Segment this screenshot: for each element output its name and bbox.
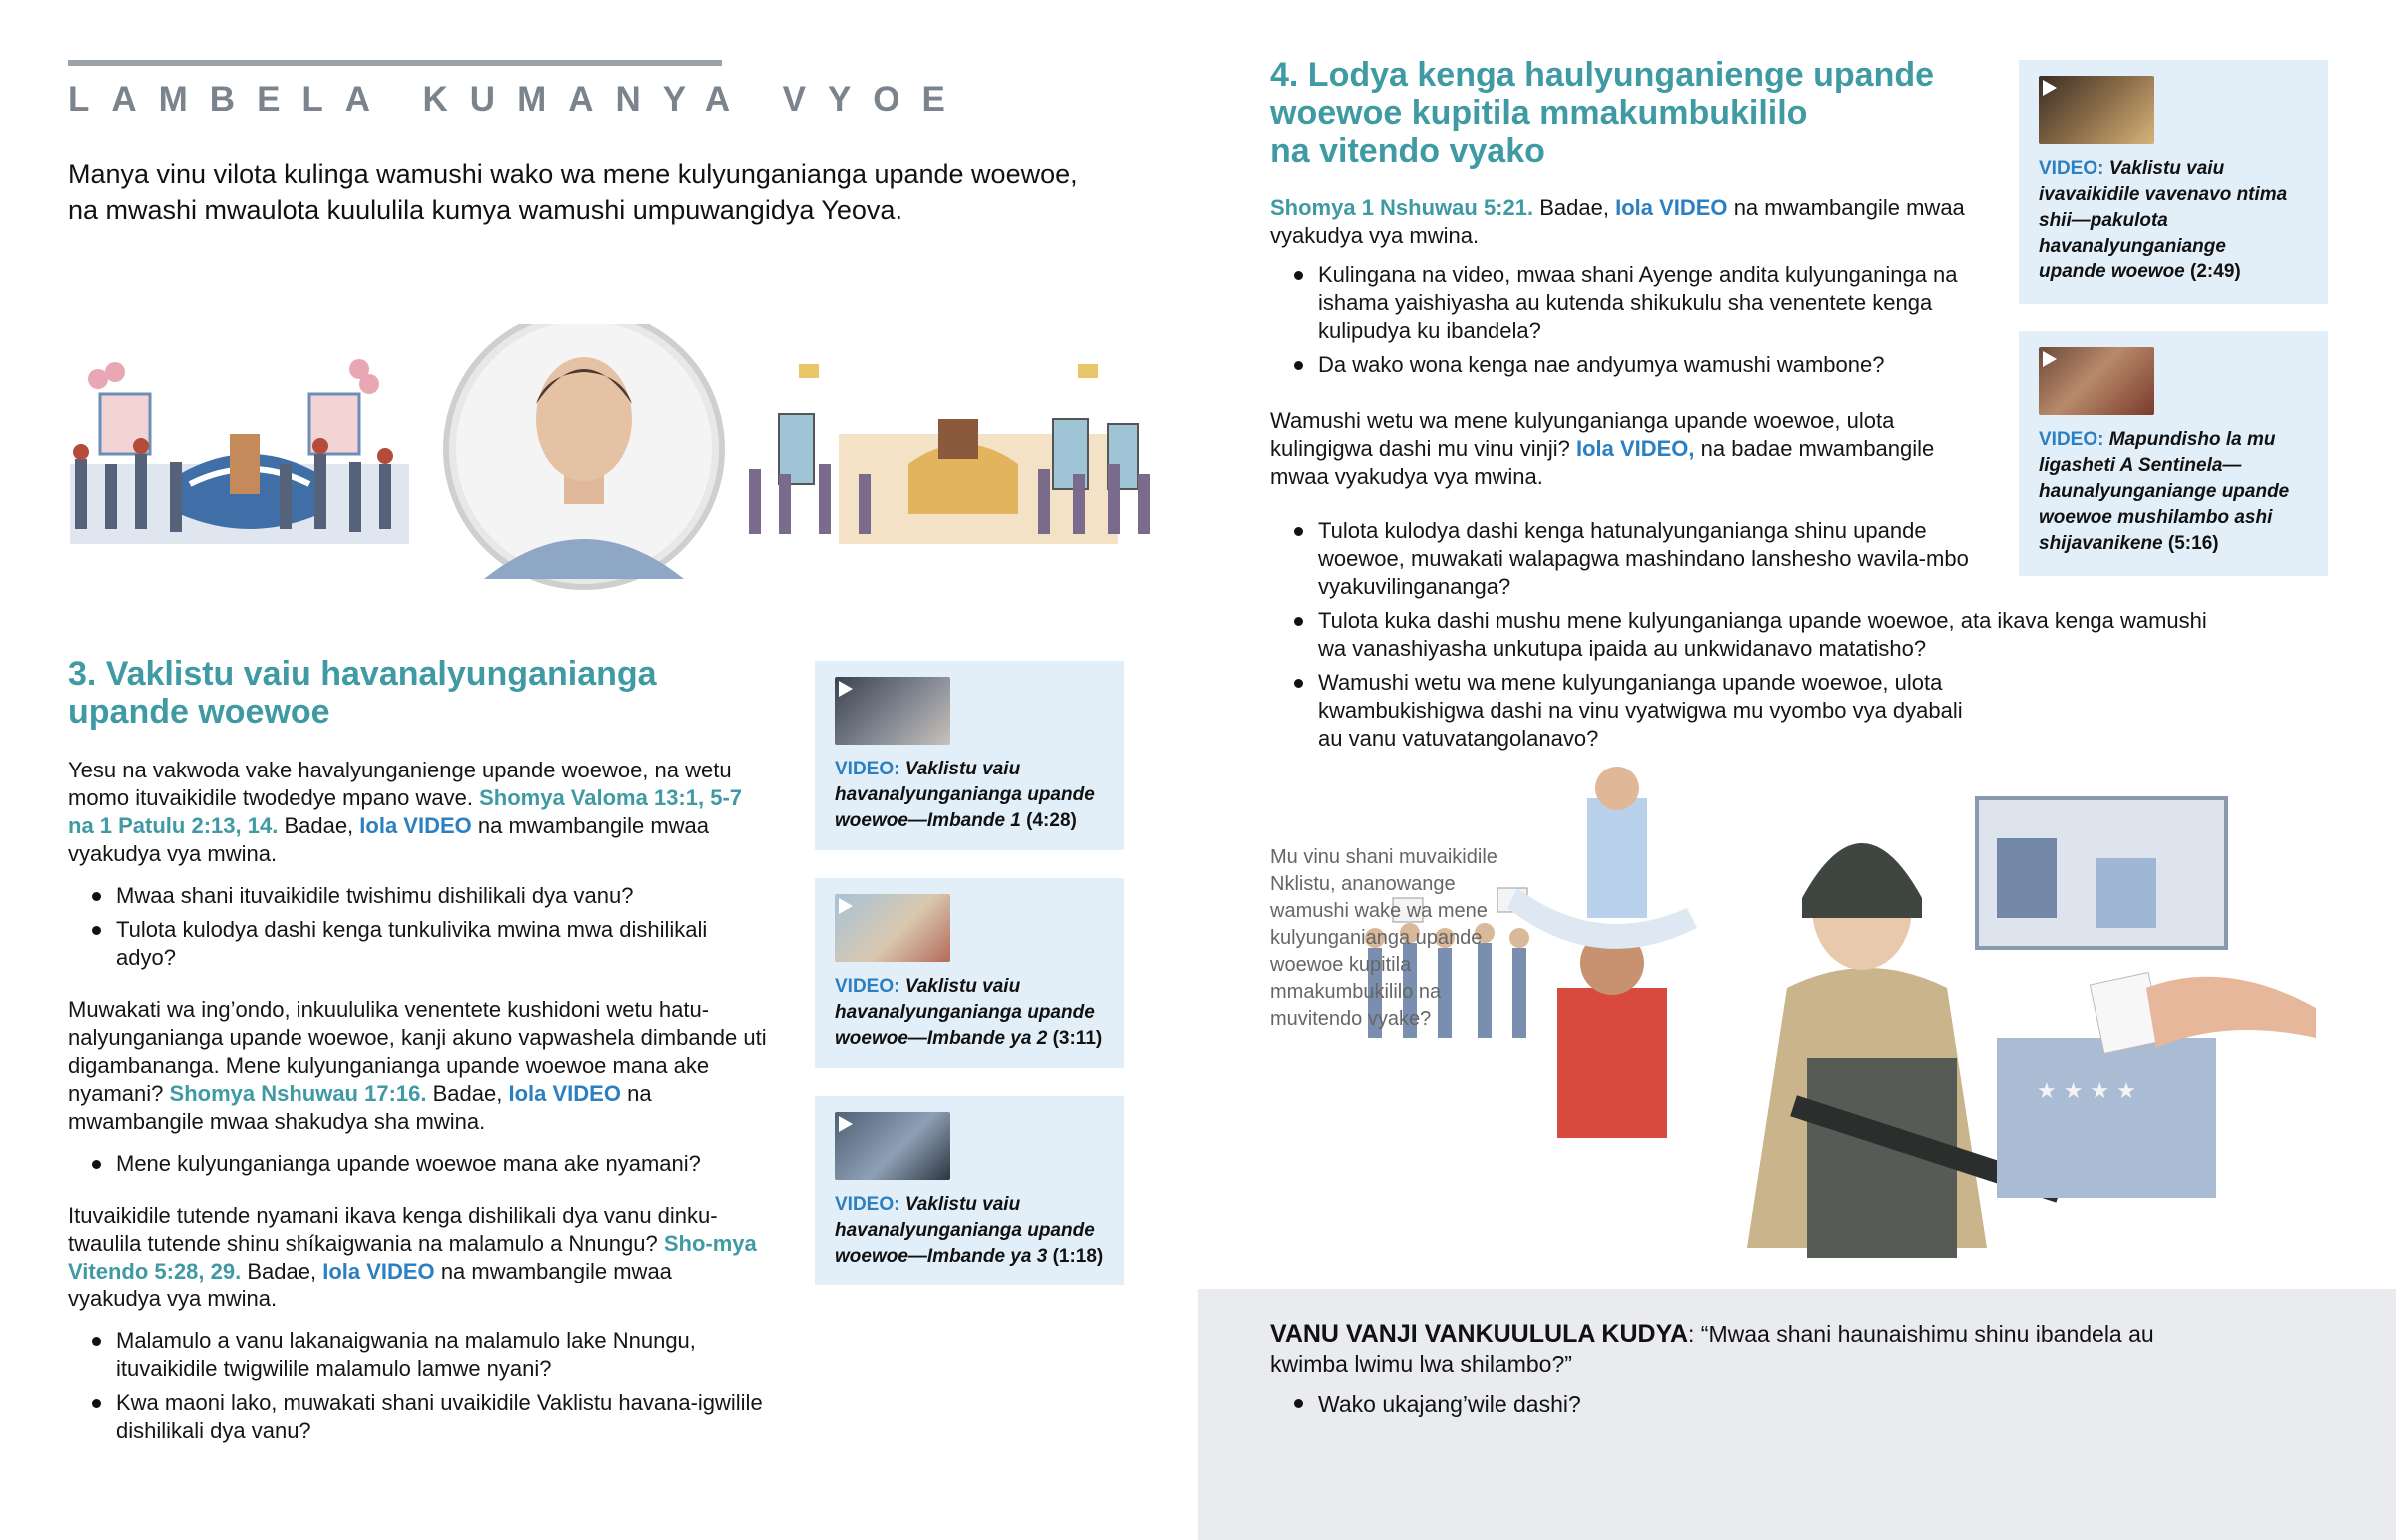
question-list bbox=[68, 882, 767, 972]
video-caption bbox=[2039, 427, 2308, 557]
paragraph-text: na badae mwambangile mwaa vyakudya vya mwina. bbox=[1270, 436, 1935, 489]
video-duration: (3:11) bbox=[1052, 1028, 1103, 1049]
section3-title bbox=[68, 655, 787, 731]
video-label: VIDEO: bbox=[835, 976, 900, 997]
question-item: Da wako wona kenga nae andyumya wamushi wambone? bbox=[1270, 351, 1989, 379]
discussion-item: Wako ukajang’wile dashi? bbox=[1270, 1389, 2168, 1419]
video-link[interactable]: Iola VIDEO bbox=[322, 1259, 435, 1283]
paragraph-text: Badae, bbox=[1539, 195, 1609, 220]
video-title: Vaklistu vaiu ivavaikidile vavenavo ntima shii—pakulota havanalyunganiange upande woewoe bbox=[2039, 158, 2288, 282]
video-link[interactable]: Iola VIDEO bbox=[1615, 195, 1728, 220]
video-title: Vaklistu vaiu havanalyunganianga upande woewoe—Imbande ya 3 bbox=[835, 1194, 1095, 1267]
paragraph-text: na mwambangile mwaa vyakudya vya mwina. bbox=[68, 1259, 672, 1311]
video-caption bbox=[2039, 156, 2298, 285]
quote-lead: VANU VANJI VANKUULULA KUDYA bbox=[1270, 1320, 1689, 1348]
question-item: Tulota kulodya dashi kenga hatunalyunganianga shinu upande woewoe, muwakati walapagwa mashindano lanshesho wavila-mbo vyakuvilingananga? bbox=[1270, 517, 1989, 601]
section3-paragraph-2 bbox=[68, 996, 767, 1136]
video-caption bbox=[835, 1192, 1114, 1270]
election-scene bbox=[1977, 798, 2316, 1198]
video-card[interactable] bbox=[815, 1096, 1124, 1285]
discussion-list bbox=[1270, 1389, 2168, 1419]
video-card[interactable] bbox=[815, 661, 1124, 850]
question-list bbox=[68, 1150, 767, 1178]
video-duration: (5:16) bbox=[2167, 533, 2219, 554]
video-card[interactable] bbox=[815, 878, 1124, 1068]
video-label: VIDEO: bbox=[835, 1194, 900, 1215]
video-link[interactable]: Iola VIDEO bbox=[359, 813, 472, 838]
left-rally-scene bbox=[70, 359, 409, 544]
play-icon bbox=[2043, 351, 2057, 367]
video-label: VIDEO: bbox=[2039, 158, 2104, 179]
illustration-caption: Mu vinu shani muvaikidile Nklistu, ananowange wamushi wake wa mene kulyunganianga upande woewoe kupitila mmakumbukililo na muvitendo vyake? bbox=[1270, 846, 1498, 1030]
scripture-link[interactable]: Shomya Nshuwau 17:16. bbox=[169, 1081, 427, 1106]
paragraph-text: Muwakati wa ing’ondo, inkuululika venentete kushidoni wetu hatu-nalyunganianga upande woewoe, kanji akuno vapwashela dimbande uti digambananga. Mene kulyunganianga upande woewoe mana ake nyamani? bbox=[68, 997, 767, 1106]
video-link[interactable]: Iola VIDEO, bbox=[1575, 436, 1695, 461]
play-icon bbox=[839, 1116, 853, 1132]
paragraph-text: na mwambangile mwaa vyakudya vya mwina. bbox=[1270, 195, 1965, 248]
question-item: Wamushi wetu wa mene kulyunganianga upande woewoe, ulota kwambukishigwa dashi na vinu vyatwigwa mu vyombo vya dyabali au vanu vatuvatangolanavo? bbox=[1270, 669, 1969, 753]
candidate-portrait bbox=[446, 324, 722, 587]
question-item: Mwaa shani ituvaikidile twishimu dishilikali dya vanu? bbox=[68, 882, 767, 910]
section3-paragraph-3 bbox=[68, 1202, 767, 1313]
video-thumbnail[interactable] bbox=[2039, 347, 2154, 415]
paragraph-text: Wamushi wetu wa mene kulyunganianga upande woewoe, ulota kulingigwa dashi mu vinu vinji? bbox=[1270, 408, 1895, 461]
section4-title-line3: na vitendo vyako bbox=[1270, 132, 1545, 170]
intro-text: Manya vinu vilota kulinga wamushi wako wa mene kulyunganianga upande woewoe, na mwashi mwaulota kuululila kumya wamushi umpuwangidya Yeova. bbox=[68, 159, 1078, 225]
video-title: Vaklistu vaiu havanalyunganianga upande woewoe—Imbande 1 bbox=[835, 759, 1095, 831]
video-label: VIDEO: bbox=[2039, 429, 2104, 450]
paragraph-text: Yesu na vakwoda vake havalyunganienge upande woewoe, na wetu momo ituvaikidile twodedye mpano wave. bbox=[68, 758, 732, 810]
scripture-link[interactable]: Shomya 1 Nshuwau 5:21. bbox=[1270, 195, 1534, 220]
video-card[interactable] bbox=[2019, 331, 2328, 576]
paragraph-text: na mwambangile mwaa shakudya sha mwina. bbox=[68, 1081, 652, 1134]
video-duration: (1:18) bbox=[1052, 1246, 1104, 1267]
discussion-quote bbox=[1270, 1319, 2168, 1419]
video-thumbnail[interactable] bbox=[835, 677, 950, 745]
rally-illustration bbox=[60, 324, 1158, 614]
play-icon bbox=[2043, 80, 2057, 96]
question-list bbox=[1270, 261, 1989, 379]
paragraph-text: Badae, bbox=[284, 813, 354, 838]
paragraph-text: Badae, bbox=[247, 1259, 317, 1283]
video-duration: (2:49) bbox=[2190, 261, 2241, 282]
question-item: Tulota kuka dashi mushu mene kulyunganianga upande woewoe, ata ikava kenga wamushi wa vanashiyasha unkutupa ipaida au unkwidanavo matatisho? bbox=[1270, 607, 2228, 663]
scripture-link[interactable]: Sho-mya Vitendo 5:28, 29. bbox=[68, 1231, 757, 1283]
video-thumbnail[interactable] bbox=[835, 894, 950, 962]
video-label: VIDEO: bbox=[835, 759, 900, 779]
section-rule bbox=[68, 60, 722, 66]
video-thumbnail[interactable] bbox=[2039, 76, 2154, 144]
paragraph-text: Ituvaikidile tutende nyamani ikava kenga dishilikali dya vanu dinku-twaulila tutende shinu shíkaigwania na malamulo a Nnungu? bbox=[68, 1203, 718, 1256]
section4-title-line2: woewoe kupitila mmakumbukililo bbox=[1270, 94, 1808, 132]
video-title: Vaklistu vaiu havanalyunganianga upande woewoe—Imbande ya 2 bbox=[835, 976, 1095, 1049]
paragraph-text: na mwambangile mwaa vyakudya vya mwina. bbox=[68, 813, 710, 866]
fan-figure bbox=[1507, 767, 1697, 1138]
video-caption bbox=[835, 757, 1114, 834]
section4-body bbox=[1270, 194, 1989, 491]
question-item: Kwa maoni lako, muwakati shani uvaikidile Vaklistu havana-igwilile dishilikali dya vanu? bbox=[68, 1389, 767, 1445]
right-rally-scene bbox=[749, 364, 1150, 544]
question-item: Tulota kulodya dashi kenga tunkulivika mwina mwa dishilikali adyo? bbox=[68, 916, 767, 972]
paragraph-text: Badae, bbox=[432, 1081, 503, 1106]
video-title: Mapundisho la mu ligasheti A Sentinela—haunalyunganiange upande woewoe mushilambo ashi shijavanikene bbox=[2039, 429, 2290, 554]
question-item: Kulingana na video, mwaa shani Ayenge andita kulyunganinga na ishama yaishiyasha au kutenda shikukulu sha venentete kenga kulipudya ku ibandela? bbox=[1270, 261, 1989, 345]
video-link[interactable]: Iola VIDEO bbox=[508, 1081, 621, 1106]
svg-text:★ ★ ★ ★: ★ ★ ★ ★ bbox=[2037, 1079, 2136, 1104]
question-item: Mene kulyunganianga upande woewoe mana ake nyamani? bbox=[68, 1150, 767, 1178]
section-title: LAMBELA KUMANYA VYOE bbox=[68, 80, 967, 119]
section4-title bbox=[1270, 56, 2029, 170]
section3-paragraph-1 bbox=[68, 757, 767, 868]
video-duration: (4:28) bbox=[1026, 810, 1077, 831]
section3-body bbox=[68, 757, 767, 1445]
play-icon bbox=[839, 681, 853, 697]
question-item: Malamulo a vanu lakanaigwania na malamulo lake Nnungu, ituvaikidile twigwilile malamulo lamwe nyani? bbox=[68, 1327, 767, 1383]
scripture-link[interactable]: Shomya Valoma 13:1, 5-7 na 1 Patulu 2:13, 14. bbox=[68, 785, 743, 838]
play-icon bbox=[839, 898, 853, 914]
section3-title-line1: 3. Vaklistu vaiu havanalyunganianga bbox=[68, 655, 657, 693]
section4-paragraph-2 bbox=[1270, 407, 1989, 491]
section4-title-line1: 4. Lodya kenga haulyunganienge upande bbox=[1270, 56, 1935, 94]
section3-title-line2: upande woewoe bbox=[68, 693, 330, 731]
video-thumbnail[interactable] bbox=[835, 1112, 950, 1180]
section4-paragraph-1 bbox=[1270, 194, 1989, 250]
question-list bbox=[68, 1327, 767, 1445]
video-caption bbox=[835, 974, 1114, 1052]
quote-text: : “Mwaa shani haunaishimu shinu ibandela au kwimba lwimu lwa shilambo?” bbox=[1270, 1321, 2154, 1377]
video-card[interactable] bbox=[2019, 60, 2328, 304]
